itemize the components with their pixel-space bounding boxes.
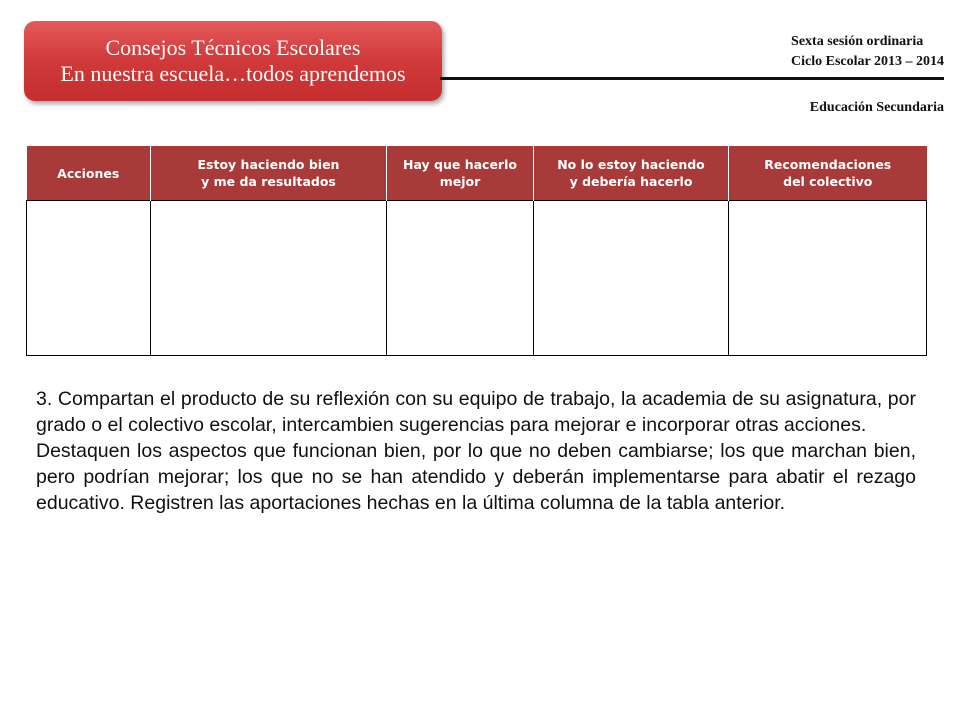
- instruction-paragraph: Destaquen los aspectos que funcionan bien, por lo que no deben cambiarse; los que marchan bien, pero podrían mejorar; los que no se han atendido y deberán implementarse para abatir el rezago educativo. Registren las aportaciones hechas en la última columna de la tabla anterior.: [36, 440, 916, 514]
- instruction-paragraph: 3. Compartan el producto de su reflexión con su equipo de trabajo, la academia de su asignatura, por grado o el colectivo escolar, intercambien sugerencias para mejorar e incorporar otras acciones.: [36, 388, 916, 436]
- session-name: Sexta sesión ordinaria: [791, 34, 924, 49]
- cell-hay-que-hacerlo-mejor[interactable]: [387, 201, 534, 356]
- table-row: [27, 201, 927, 356]
- school-cycle: Ciclo Escolar 2013 – 2014: [791, 54, 944, 69]
- instructions: [36, 386, 916, 516]
- actions-table: [26, 146, 927, 356]
- banner-subtitle: En nuestra escuela…todos aprendemos: [60, 61, 406, 86]
- header-line: Hay que hacerlo: [403, 157, 517, 172]
- header-line: y me da resultados: [201, 174, 336, 189]
- header-rule: [440, 77, 944, 80]
- header-line: No lo estoy haciendo: [557, 157, 705, 172]
- education-level: Educación Secundaria: [809, 100, 944, 115]
- banner-title: Consejos Técnicos Escolares: [105, 35, 361, 60]
- header-estoy-haciendo-bien: [151, 146, 387, 201]
- cell-no-lo-estoy-haciendo[interactable]: [534, 201, 729, 356]
- header-hay-que-hacerlo-mejor: [387, 146, 534, 201]
- cell-estoy-haciendo-bien[interactable]: [151, 201, 387, 356]
- header-line: Recomendaciones: [764, 157, 892, 172]
- header-line: mejor: [439, 174, 481, 189]
- header-acciones: [27, 146, 151, 201]
- cell-acciones[interactable]: [27, 201, 151, 356]
- title-banner: [24, 21, 442, 101]
- table-header-row: [27, 146, 927, 201]
- header-recomendaciones: [729, 146, 927, 201]
- cell-recomendaciones[interactable]: [729, 201, 927, 356]
- header-line: Estoy haciendo bien: [197, 157, 340, 172]
- header-line: Acciones: [57, 165, 120, 181]
- header-no-lo-estoy-haciendo: [534, 146, 729, 201]
- session-info: [791, 32, 944, 72]
- header-line: y debería hacerlo: [569, 174, 693, 189]
- header-line: del colectivo: [783, 174, 873, 189]
